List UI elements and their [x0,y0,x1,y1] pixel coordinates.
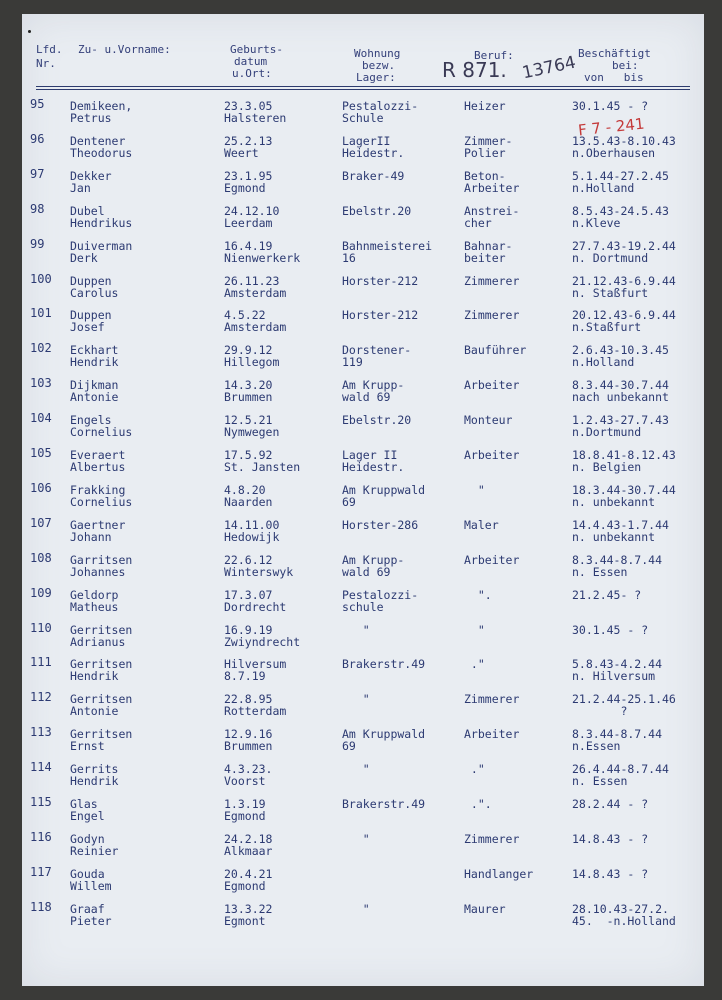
birth-date: 16.4.19 [224,238,273,253]
occupation-line-1: Bauführer [464,343,527,358]
table-row [22,238,704,272]
row-number: 117 [30,864,52,879]
employment-period: 8.5.43-24.5.43 [572,203,669,218]
occupation-line-1: Zimmerer [464,308,520,323]
birth-place: Amsterdam [224,320,287,335]
birth-date: 12.5.21 [224,413,273,428]
birth-date: Hilversum [224,657,287,672]
surname: Frakking [70,482,126,497]
given-name: Antonie [70,390,119,405]
employment-destination: n.Kleve [572,215,621,230]
table-row [22,168,704,202]
table-row [22,587,704,621]
row-number: 95 [30,97,45,111]
archive-number-stamp: 13764 [520,52,578,84]
table-row [22,447,704,481]
given-name: Johann [70,529,112,544]
employment-period: 21.12.43-6.9.44 [572,273,676,288]
punch-hole [28,30,31,33]
birth-place: Alkmaar [224,843,273,858]
given-name: Johannes [70,564,126,579]
employment-destination: n. Essen [572,774,628,789]
table-row [22,377,704,411]
address-line-1: " [342,622,370,637]
surname: Dekker [70,168,112,183]
surname: Dentener [70,133,126,148]
header-job-label: Beruf: [474,49,514,62]
employment-period: 5.8.43-4.2.44 [572,657,663,672]
birth-date: 25.2.13 [224,133,273,148]
header-emp-label-2: bei: [612,59,639,72]
occupation-line-1: " [464,482,485,497]
birth-date: 12.9.16 [224,727,273,742]
employment-period: 14.4.43-1.7.44 [572,517,669,532]
occupation-line-1: Zimmer- [464,133,513,148]
birth-date: 1.3.19 [224,797,266,811]
table-row [22,866,704,900]
given-name: Derk [70,250,98,265]
address-line-1: " [342,692,370,707]
birth-place: Zwiyndrecht [224,634,301,649]
address-line-1: Horster-212 [342,308,419,323]
employment-period: 5.1.44-27.2.45 [572,168,669,183]
employment-period: 14.8.43 - ? [572,831,649,846]
address-line-1: " [342,901,370,916]
row-number: 100 [30,271,52,286]
row-number: 103 [30,376,52,391]
employment-period: 1.2.43-27.7.43 [572,413,669,428]
occupation-line-1: Monteur [464,413,513,428]
given-name: Jan [70,180,91,195]
surname: Everaert [70,448,126,462]
table-row [22,307,704,341]
occupation-line-1: Arbeiter [464,378,520,393]
red-pencil-note: F 7 - 241 [577,114,646,140]
address-line-1: Ebelstr.20 [342,413,412,428]
employment-period: 8.3.44-8.7.44 [572,552,663,567]
header-name-label: Zu- u.Vorname: [78,43,171,56]
birth-place: St. Jansten [224,460,301,474]
given-name: Adrianus [70,634,126,649]
employment-destination: n.Oberhausen [572,145,656,160]
employment-destination: n.Staßfurt [572,320,642,335]
occupation-line-2: Arbeiter [464,180,520,195]
birth-place: Nymwegen [224,425,280,440]
occupation-line-1: Beton- [464,168,506,183]
surname: Eckhart [70,343,119,358]
employment-destination: n. unbekannt [572,494,656,509]
table-row [22,482,704,516]
birth-place: Egmond [224,180,266,195]
birth-date: 23.1.95 [224,168,273,183]
table-row [22,133,704,167]
row-number: 116 [30,829,52,844]
row-number: 108 [30,550,52,565]
address-line-2: Heidestr. [342,460,405,474]
header-addr-label-3: Lager: [356,71,396,84]
occupation-line-1: Maler [464,517,499,532]
address-line-2: wald 69 [342,390,391,405]
birth-date: 4.8.20 [224,482,266,497]
occupation-line-1: Arbeiter [464,727,520,742]
given-name: Willem [70,878,112,893]
table-row [22,726,704,760]
surname: Gerritsen [70,692,133,707]
surname: Geldorp [70,587,119,602]
address-line-1: Ebelstr.20 [342,203,412,218]
address-line-1: Pestalozzi- [342,99,419,113]
table-row [22,552,704,586]
employment-destination: ? [572,704,628,719]
birth-date: 4.5.22 [224,308,266,323]
table-row [22,412,704,446]
surname: Duppen [70,308,112,323]
occupation-line-1: ". [464,587,492,602]
employment-period: 8.3.44-8.7.44 [572,727,663,742]
address-line-2: schule [342,599,384,614]
table-row [22,761,704,795]
table-row [22,342,704,376]
address-line-1: " [342,831,370,846]
occupation-line-1: Zimmerer [464,273,520,288]
header-addr-label: Wohnung [354,47,401,60]
employment-period: 20.12.43-6.9.44 [572,308,676,323]
surname: Dijkman [70,378,119,393]
address-line-1: Am Kruppwald [342,727,426,742]
table-row [22,656,704,690]
header-emp-label-3: von bis [584,71,644,84]
row-number: 105 [30,446,52,460]
row-number: 110 [30,620,52,635]
given-name: Carolus [70,285,119,300]
given-name: Cornelius [70,494,133,509]
table-row [22,517,704,551]
employment-destination: nach unbekannt [572,390,669,405]
occupation-line-1: Bahnar- [464,238,513,253]
employment-destination: n. Staßfurt [572,285,649,300]
birth-date: 4.3.23. [224,762,273,777]
given-name: Cornelius [70,425,133,440]
table-row [22,622,704,656]
employment-period: 27.7.43-19.2.44 [572,238,676,253]
employment-period: 2.6.43-10.3.45 [572,343,669,358]
row-number: 118 [30,899,52,914]
row-number: 115 [30,795,52,809]
table-row [22,901,704,935]
occupation-line-1: Zimmerer [464,692,520,707]
header-nr-label-2: Nr. [36,57,56,70]
row-number: 104 [30,411,52,426]
birth-place: Winterswyk [224,564,294,579]
surname: Gaertner [70,517,126,532]
header-dob-label-2: datum [234,55,268,68]
given-name: Matheus [70,599,119,614]
given-name: Ernst [70,739,105,754]
birth-date: 29.9.12 [224,343,273,358]
employment-destination: n. Essen [572,564,628,579]
occupation-line-1: Handlanger [464,866,534,881]
row-number: 112 [30,690,52,705]
address-line-1: Bahnmeisterei [342,238,433,253]
occupation-line-1: .". [464,797,492,811]
address-line-2: 69 [342,494,356,509]
birth-place: Dordrecht [224,599,287,614]
occupation-line-1: Arbeiter [464,448,520,462]
birth-date: 22.8.95 [224,692,273,707]
birth-place: Nienwerkerk [224,250,301,265]
employment-period: 30.1.45 - ? [572,99,649,113]
surname: Gouda [70,866,105,881]
given-name: Theodorus [70,145,133,160]
occupation-line-1: Zimmerer [464,831,520,846]
given-name: Hendrik [70,355,119,370]
surname: Gerritsen [70,657,133,672]
employment-destination: n. Hilversum [572,669,656,684]
table-row [22,203,704,237]
address-line-1: Brakerstr.49 [342,657,426,672]
occupation-line-2: beiter [464,250,506,265]
employment-period: 8.3.44-30.7.44 [572,378,669,393]
surname: Godyn [70,831,105,846]
surname: Demikeen, [70,99,133,113]
employment-period: 30.1.45 - ? [572,622,649,637]
birth-date: 14.11.00 [224,517,280,532]
row-number: 111 [30,655,52,670]
birth-date: 14.3.20 [224,378,273,393]
row-number: 99 [30,236,45,251]
birth-date: 22.6.12 [224,552,273,567]
birth-place: Naarden [224,494,273,509]
occupation-line-2: cher [464,215,492,230]
address-line-1: Am Krupp- [342,378,405,393]
scan-background [0,0,22,1000]
address-line-2: Schule [342,111,384,125]
row-number: 113 [30,725,52,740]
surname: Garritsen [70,552,133,567]
given-name: Reinier [70,843,119,858]
document-page [22,14,704,986]
occupation-line-1: Anstrei- [464,203,520,218]
given-name: Albertus [70,460,126,474]
address-line-1: Am Krupp- [342,552,405,567]
employment-period: 18.8.41-8.12.43 [572,448,676,462]
given-name: Hendrik [70,669,119,684]
birth-place: Egmond [224,878,266,893]
header-dob-label: Geburts- [230,43,283,56]
row-number: 98 [30,201,45,216]
occupation-line-1: " [464,622,485,637]
row-number: 101 [30,306,52,321]
birth-date: 24.2.18 [224,831,273,846]
surname: Gerritsen [70,727,133,742]
employment-period: 21.2.44-25.1.46 [572,692,676,707]
birth-date: 23.3.05 [224,99,273,113]
table-row [22,98,704,132]
employment-destination: n. Dortmund [572,250,649,265]
header-nr-label: Lfd. [36,43,63,56]
address-line-2: 16 [342,250,356,265]
address-line-1: Dorstener- [342,343,412,358]
given-name: Engel [70,809,105,823]
surname: Glas [70,797,98,811]
birth-place: Amsterdam [224,285,287,300]
given-name: Hendrikus [70,215,133,230]
occupation-line-1: Maurer [464,901,506,916]
birth-date: 16.9.19 [224,622,273,637]
employment-period: 26.4.44-8.7.44 [572,762,669,777]
address-line-1: Am Kruppwald [342,482,426,497]
address-line-1: " [342,762,370,777]
given-name: Hendrik [70,774,119,789]
row-number: 109 [30,585,52,600]
table-row [22,273,704,307]
birth-date: 17.5.92 [224,448,273,462]
birth-date: 24.12.10 [224,203,280,218]
employment-destination: n. Belgien [572,460,642,474]
header-rule-top [36,86,690,87]
given-name: Pieter [70,913,112,928]
birth-place: Weert [224,145,259,160]
employment-destination: n. unbekannt [572,529,656,544]
occupation-line-1: Heizer [464,99,506,113]
birth-place: Brummen [224,739,273,754]
given-name: Antonie [70,704,119,719]
row-number: 96 [30,131,45,146]
address-line-1: Lager II [342,448,398,462]
employment-period: 13.5.43-8.10.43 [572,133,676,148]
surname: Dubel [70,203,105,218]
table-row [22,831,704,865]
employment-destination: 45. -n.Holland [572,913,676,928]
birth-place: Hillegom [224,355,280,370]
birth-place: 8.7.19 [224,669,266,684]
surname: Engels [70,413,112,428]
given-name: Petrus [70,111,112,125]
birth-place: Rotterdam [224,704,287,719]
occupation-line-1: ." [464,762,485,777]
surname: Duiverman [70,238,133,253]
birth-date: 20.4.21 [224,866,273,881]
row-number: 106 [30,480,52,495]
employment-destination: n.Dortmund [572,425,642,440]
surname: Gerrits [70,762,119,777]
header-rule-bottom [36,89,690,90]
birth-date: 17.3.07 [224,587,273,602]
birth-date: 13.3.22 [224,901,273,916]
header-dob-label-3: u.Ort: [232,67,272,80]
birth-place: Voorst [224,774,266,789]
occupation-line-2: Polier [464,145,506,160]
birth-place: Egmont [224,913,266,928]
row-number: 102 [30,341,52,356]
address-line-2: wald 69 [342,564,391,579]
birth-place: Brummen [224,390,273,405]
employment-period: 28.2.44 - ? [572,797,649,811]
table-row [22,691,704,725]
birth-place: Leerdam [224,215,273,230]
birth-date: 26.11.23 [224,273,280,288]
employment-period: 14.8.43 - ? [572,866,649,881]
archive-ref-stamp: R 871. [442,58,507,82]
employment-destination: n.Holland [572,355,635,370]
employment-period: 28.10.43-27.2. [572,901,669,916]
employment-destination: n.Holland [572,180,635,195]
occupation-line-1: ." [464,657,485,672]
birth-place: Egmond [224,809,266,823]
employment-period: 18.3.44-30.7.44 [572,482,676,497]
address-line-2: 119 [342,355,363,370]
address-line-2: 69 [342,739,356,754]
header-addr-label-2: bezw. [362,59,396,72]
row-number: 114 [30,760,52,775]
address-line-2: Heidestr. [342,145,405,160]
address-line-1: Pestalozzi- [342,587,419,602]
surname: Graaf [70,901,105,916]
address-line-1: LagerII [342,133,391,148]
table-row [22,796,704,830]
address-line-1: Horster-286 [342,517,419,532]
birth-place: Hedowijk [224,529,280,544]
occupation-line-1: Arbeiter [464,552,520,567]
surname: Duppen [70,273,112,288]
given-name: Josef [70,320,105,335]
employment-destination: n.Essen [572,739,621,754]
header-emp-label: Beschäftigt [578,47,651,60]
address-line-1: Brakerstr.49 [342,797,426,811]
surname: Gerritsen [70,622,133,637]
address-line-1: Horster-212 [342,273,419,288]
birth-place: Halsteren [224,111,287,125]
row-number: 97 [30,166,45,181]
address-line-1: Braker-49 [342,168,405,183]
employment-period: 21.2.45- ? [572,587,642,602]
row-number: 107 [30,515,52,530]
